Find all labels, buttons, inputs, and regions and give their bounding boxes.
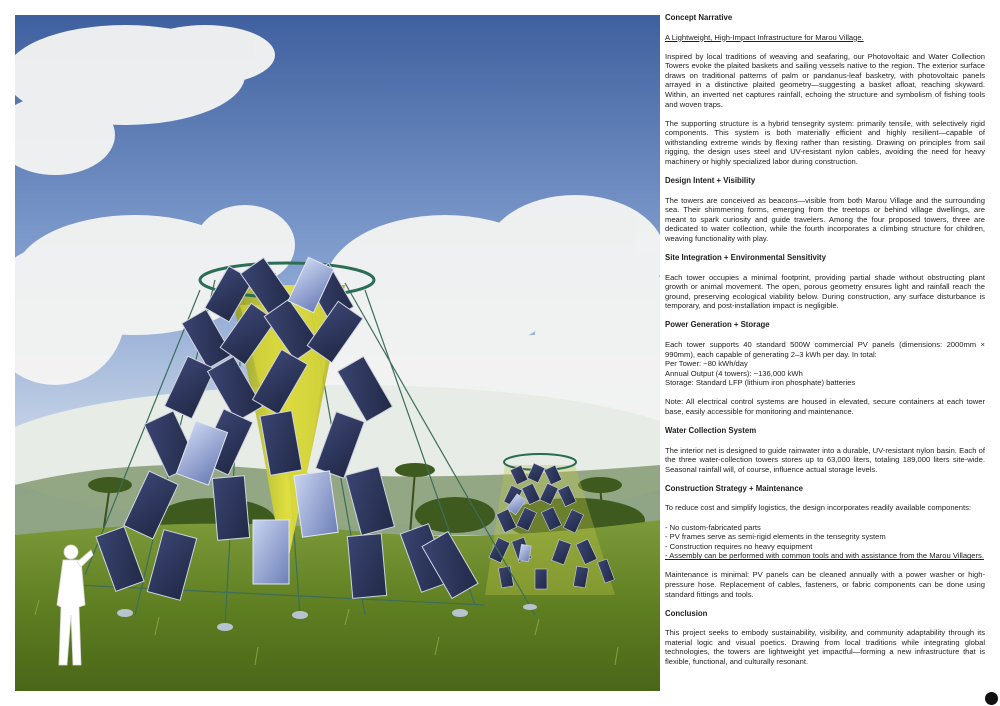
construction-list — [665, 523, 985, 561]
page-marker-dot — [985, 692, 998, 705]
list-item: - PV frames serve as semi-rigid elements in the tensegrity system — [665, 532, 886, 542]
site-integration-paragraph: Each tower occupies a minimal footprint, providing partial shade without obstructing plant growth or animal movement. The open, porous geometry ensures light and rainfall reach the ground, preserving ecological viability below. During construction, any surface disturbance is temporary, and post-installation impact is negligible. — [665, 272, 985, 311]
tower-render-image — [15, 15, 660, 691]
heading-conclusion: Conclusion — [665, 608, 708, 618]
heading-site-integration: Site Integration + Environmental Sensitivity — [665, 253, 826, 263]
concept-subtitle: A Lightweight, High-Impact Infrastructure for Marou Village. — [665, 32, 864, 42]
power-stat-per-tower: Per Tower: ~80 kWh/day — [665, 359, 748, 369]
power-generation-block — [665, 340, 985, 388]
construction-intro: To reduce cost and simplify logistics, the design incorporates readily available components: — [665, 503, 972, 513]
power-paragraph: Each tower supports 40 standard 500W commercial PV panels (dimensions: 2000mm × 990mm), each capable of generating 2–3 kWh per day. In total: — [665, 339, 985, 359]
power-stat-annual-output: Annual Output (4 towers): ~136,000 kWh — [665, 368, 803, 378]
list-item: - Assembly can be performed with common tools and with assistance from the Marou Villagers. — [665, 551, 984, 561]
list-item: - Construction requires no heavy equipment — [665, 541, 813, 551]
heading-water-collection: Water Collection System — [665, 426, 757, 436]
heading-concept-narrative: Concept Narrative — [665, 13, 733, 22]
water-collection-paragraph: The interior net is designed to guide rainwater into a durable, UV-resistant nylon basin. Each of the three water-collection towers stores up to 63,000 liters, totaling 189,000 liters site-wide. Seasonal rainfall will, of course, influence actual storage levels. — [665, 445, 985, 474]
power-stat-storage: Storage: Standard LFP (lithium iron phosphate) batteries — [665, 378, 856, 388]
concept-paragraph-1: Inspired by local traditions of weaving and seafaring, our Photovoltaic and Water Collection Towers evoke the plaited baskets and sailing vessels native to the region. The exterior surface draws on traditional patterns of palm or pandanus-leaf basketry, with photovoltaic panels arrayed in a distinctive plaited geometry—suggesting a basket afloat, reaching skyward. Within, an inverted net captures rainfall, echoing the structure and symbolism of fishing tools and woven traps. — [665, 51, 985, 109]
heading-design-intent: Design Intent + Visibility — [665, 176, 756, 186]
heading-power-generation: Power Generation + Storage — [665, 320, 770, 330]
maintenance-paragraph: Maintenance is minimal: PV panels can be cleaned annually with a power washer or high-pressure hose. Replacement of cables, fasteners, or fabric components can be done using standard fittings and tools. — [665, 570, 985, 599]
power-note: Note: All electrical control systems are housed in elevated, secure containers at each tower base, easily accessible for monitoring and maintenance. — [665, 397, 985, 417]
design-intent-paragraph: The towers are conceived as beacons—visible from both Marou Village and the surrounding sea. Their shimmering forms, emerging from the treetops or behind village dwellings, are meant to spark curiosity and guide travelers. Among the four proposed towers, three are dedicated to water collection, while the fourth incorporates a climbing structure for children, weaving functionality with play. — [665, 195, 985, 243]
conclusion-paragraph: This project seeks to embody sustainability, visibility, and community adaptability through its material logic and visual poetics. Drawing from local traditions while integrating global technologies, the towers are lightweight yet impactful—forming a new infrastructure that is flexible, functional, and culturally resonant. — [665, 628, 985, 666]
list-item: - No custom-fabricated parts — [665, 522, 761, 532]
heading-construction-strategy: Construction Strategy + Maintenance — [665, 483, 803, 493]
concept-paragraph-2: The supporting structure is a hybrid tensegrity system: primarily tensile, with selectively rigid components. This system is both materially efficient and highly resilient—capable of withstanding extreme winds by flexing rather than resisting. Drawing on principles from sail rigging, the design uses steel and UV-resistant nylon cables, avoiding the need for heavy machinery or highly specialized labor during construction. — [665, 118, 985, 167]
concept-text-column — [665, 13, 985, 676]
